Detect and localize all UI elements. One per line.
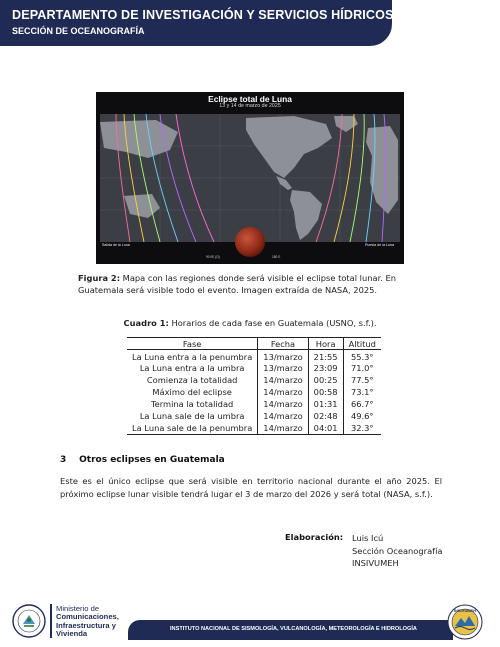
cell-fecha: 13/marzo (258, 362, 308, 374)
figure-caption-text: Mapa con las regiones donde será visible el eclipse total lunar. En Guatemala será visible todo el evento. Imagen extraída de NASA, 2025. (78, 273, 397, 296)
table-row (127, 410, 381, 422)
cell-fecha: 14/marzo (258, 374, 308, 386)
header-fase: Fase (127, 338, 258, 350)
section-paragraph: Este es el único eclipse que será visible en territorio nacional durante el año 2025. El próximo eclipse lunar visible tendrá lugar el 3 de marzo del 2026 y será total (NASA, s.f.). (60, 476, 442, 499)
cell-fecha: 14/marzo (258, 398, 308, 410)
table-row (127, 398, 381, 410)
table-header-row (127, 338, 381, 350)
cell-fecha: 14/marzo (258, 422, 308, 434)
eclipse-visibility-map (96, 92, 404, 264)
table-caption-text: Horarios de cada fase en Guatemala (USNO, s.f.). (171, 318, 377, 328)
map-moonrise-label: Salida de la Luna (102, 243, 130, 247)
cell-fecha: 13/marzo (258, 350, 308, 363)
map-graphic (96, 92, 404, 264)
table-row (127, 362, 381, 374)
ministry-line-2: Comunicaciones, (56, 612, 119, 622)
eclipsed-moon-icon (235, 227, 265, 257)
ministry-name (56, 605, 119, 638)
cell-altitud: 77.5° (343, 374, 381, 386)
cell-fecha: 14/marzo (258, 386, 308, 398)
cell-fecha: 14/marzo (258, 410, 308, 422)
department-title: DEPARTAMENTO DE INVESTIGACIÓN Y SERVICIOS HÍDRICOS (12, 8, 394, 22)
cell-altitud: 71.0° (343, 362, 381, 374)
map-title: Eclipse total de Luna (208, 94, 292, 104)
elaboration-credits (352, 532, 442, 570)
cell-hora: 00:58 (308, 386, 343, 398)
cell-altitud: 73.1° (343, 386, 381, 398)
section-heading (60, 455, 225, 465)
author-name: Luis Icú (352, 533, 384, 543)
insivumeh-logo-icon (447, 604, 483, 640)
guatemala-seal-icon (12, 604, 46, 638)
ministry-line-4: Vivienda (56, 628, 88, 638)
header-fecha: Fecha (258, 338, 308, 350)
section-number: 3 (60, 455, 67, 465)
ministry-line-1: Ministerio de (56, 604, 100, 613)
section-subtitle: SECCIÓN DE OCEANOGRAFÍA (12, 26, 145, 36)
cell-hora: 00:25 (308, 374, 343, 386)
cell-hora: 02:48 (308, 410, 343, 422)
ministry-divider (50, 604, 52, 638)
cell-altitud: 32.3° (343, 422, 381, 434)
table-row (127, 374, 381, 386)
table-caption (0, 318, 500, 328)
figure-caption (78, 272, 426, 296)
cell-altitud: 66.7° (343, 398, 381, 410)
header-altitud: Altitud (343, 338, 381, 350)
cell-hora: 23:09 (308, 362, 343, 374)
header-hora: Hora (308, 338, 343, 350)
cell-fase: La Luna sale de la umbra (139, 411, 245, 421)
cell-fase: La Luna entra a la umbra (139, 363, 245, 373)
map-moonset-label: Puesta de la Luna (365, 243, 394, 247)
ministry-line-3: Infraestructura y (56, 620, 116, 630)
table-row (127, 350, 381, 363)
section-title: Otros eclipses en Guatemala (79, 455, 225, 465)
table-row (127, 422, 381, 434)
cell-hora: 01:31 (308, 398, 343, 410)
cell-altitud: 49.6° (343, 410, 381, 422)
map-longitude-label-left: 90 0E (O) (206, 255, 220, 259)
institute-name: INSTITUTO NACIONAL DE SISMOLOGÍA, VULCANOLOGÍA, METEOROLOGÍA E HIDROLOGÍA (170, 626, 417, 632)
cell-fase: Máximo del eclipse (152, 387, 232, 397)
cell-fase: Comienza la totalidad (146, 375, 238, 385)
cell-fase: La Luna sale de la penumbra (127, 422, 258, 434)
map-subtitle: 13 y 14 de marzo de 2025 (219, 103, 281, 109)
table-row (127, 386, 381, 398)
author-section: Sección Oceanografía (352, 545, 443, 556)
cell-altitud: 55.3° (343, 350, 381, 363)
eclipse-phases-table (127, 337, 381, 435)
cell-fase: Termina la totalidad (150, 399, 234, 409)
page-header (0, 0, 392, 46)
elaboration-label: Elaboración: (285, 532, 344, 542)
figure-caption-label: Figura 2: (78, 273, 121, 283)
map-longitude-label-right: 180 E (272, 255, 281, 259)
cell-hora: 04:01 (308, 422, 343, 434)
cell-hora: 21:55 (308, 350, 343, 363)
table-caption-label: Cuadro 1: (123, 318, 169, 328)
logo-text: INSIVUMEH (453, 608, 477, 613)
cell-fase: La Luna entra a la penumbra (132, 352, 253, 362)
author-institution: INSIVUMEH (352, 558, 399, 568)
